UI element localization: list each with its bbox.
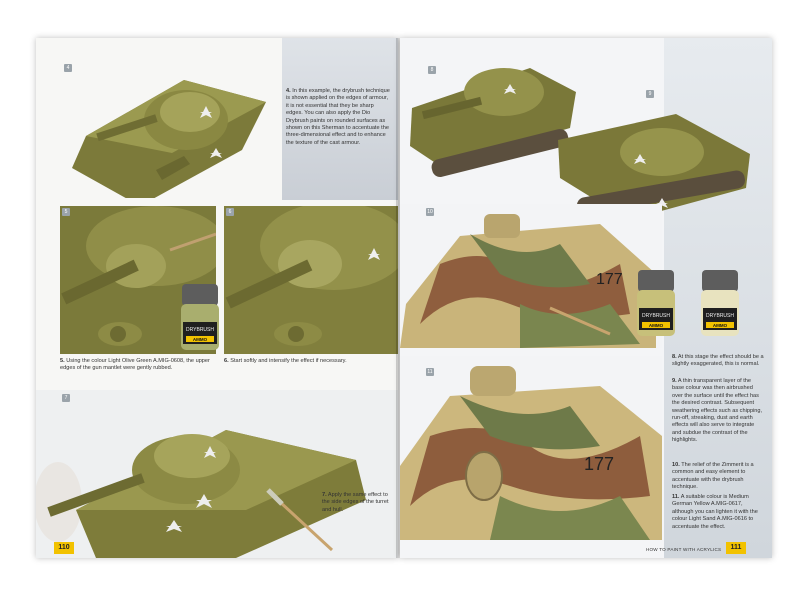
page-number: 110 xyxy=(54,542,74,554)
jar-brand: AMMO xyxy=(192,337,208,342)
photo-label: 6 xyxy=(226,208,234,216)
step-6-text xyxy=(224,358,394,365)
step-body: At this stage the effect should be a slightly exaggerated, this is normal. xyxy=(672,354,764,368)
paint-jar xyxy=(180,284,220,352)
page-number: 111 xyxy=(726,542,746,554)
step-body: A thin transparent layer of the base colour was then airbrushed over the surface until the effect has the desired contrast. Subsequent weathering effects such as chipping, run-off, streaking, dust and earth effects will also serve to integrate and subdue the contrast of the highlights. xyxy=(672,378,763,444)
step-lead: 8. xyxy=(672,354,677,360)
step-lead: 9. xyxy=(672,378,677,384)
photo-camo-turret-brush xyxy=(400,204,662,348)
photo-sherman-top xyxy=(66,58,278,198)
step-8-text xyxy=(672,354,764,369)
step-lead: 7. xyxy=(322,492,327,498)
left-page xyxy=(36,38,398,558)
photo-label: 10 xyxy=(427,209,433,215)
photo-label: 5 xyxy=(62,208,70,216)
step-lead: 5. xyxy=(60,358,65,364)
step-11-text xyxy=(672,494,764,531)
step-10-text xyxy=(672,462,764,492)
jar-brand: AMMO xyxy=(648,323,664,328)
jar-label: DRYBRUSH xyxy=(706,313,734,319)
step-body: Using the colour Light Olive Green A.MIG-0608, the upper edges of the gun mantlet were gently rubbed. xyxy=(60,358,210,372)
photo-two-shermans xyxy=(400,48,772,216)
photo-label: 11 xyxy=(427,369,433,375)
photo-turret-closeup xyxy=(224,206,398,354)
step-lead: 6. xyxy=(224,358,229,364)
step-body: In this example, the drybrush technique is shown applied on the edges of armour, it is not essential that they be sharp edges. You can also apply the Dio Drybrush paints on rounded surfaces as shown on this Sherman to accentuate the three-dimensional effect and to enhance the texture of the cast armour. xyxy=(286,88,390,146)
jar-label: DRYBRUSH xyxy=(186,327,214,333)
jar-label: DRYBRUSH xyxy=(642,313,670,319)
photo-label: 7 xyxy=(62,394,70,402)
paint-jar-sand xyxy=(700,270,740,338)
right-page xyxy=(400,38,772,558)
step-9-text xyxy=(672,378,764,445)
paint-jar-yellow xyxy=(636,270,676,338)
step-5-text xyxy=(60,358,216,373)
step-lead: 4. xyxy=(286,88,291,94)
step-body: A suitable colour is Medium German Yellow A.MIG-0617, although you can lighten it with the colour Light Sand A.MIG-0616 to accentuate the effect. xyxy=(672,494,758,530)
turret-number: 177 xyxy=(596,271,623,288)
step-lead: 10. xyxy=(672,462,680,468)
jar-brand: AMMO xyxy=(712,323,728,328)
running-footer: HOW TO PAINT WITH ACRYLICS xyxy=(646,547,722,552)
step-body: Apply the same effect to the side edges of the turret and hull. xyxy=(322,492,389,513)
step-lead: 11. xyxy=(672,494,680,500)
step-4-text xyxy=(286,88,390,147)
photo-label: 4 xyxy=(64,64,72,72)
step-body: Start softly and intensify the effect if necessary. xyxy=(230,358,347,364)
step-body: The relief of the Zimmerit is a common and easy element to accentuate with the drybrush technique. xyxy=(672,462,754,491)
photo-label: 8 xyxy=(428,66,436,74)
photo-sherman-hand xyxy=(36,390,398,558)
photo-camo-turret xyxy=(400,356,662,540)
photo-label: 9 xyxy=(646,90,654,98)
step-7-text xyxy=(322,492,392,514)
turret-number: 177 xyxy=(584,454,615,474)
